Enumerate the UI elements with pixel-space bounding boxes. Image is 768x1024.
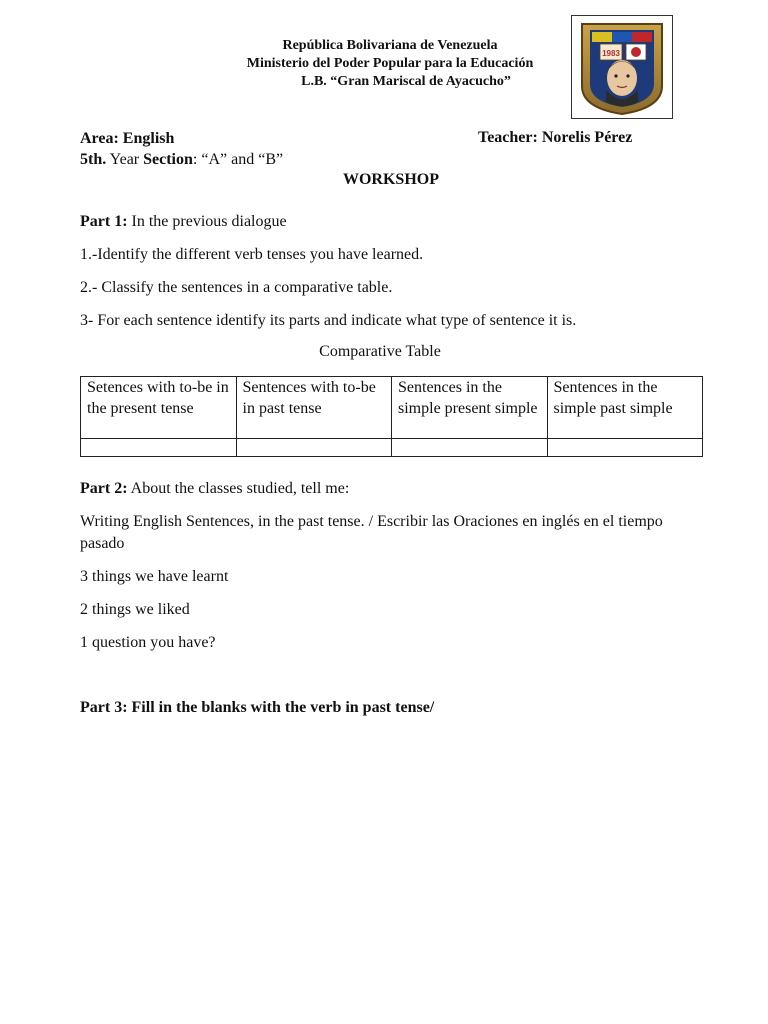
part1-item-3: 3- For each sentence identify its parts and indicate what type of sentence it is. [80,312,577,329]
header-line-3: L.B. “Gran Mariscal de Ayacucho” [301,74,511,89]
school-emblem-logo [571,15,673,119]
emblem-year: 1983 [602,49,620,58]
part1-heading [80,212,287,232]
area-label: Area: [80,130,119,147]
part2-item-1: 3 things we have learnt [80,568,229,585]
part1-label: Part 1: [80,213,128,230]
year-section-line [80,150,283,170]
table-header-cell: Sentences with to-be in past tense [236,377,392,439]
teacher-line [478,129,632,147]
part2-item-2: 2 things we liked [80,601,190,618]
year-number: 5th. [80,151,107,168]
part2-label: Part 2: [80,480,128,497]
table-empty-cell[interactable] [236,439,392,457]
header-line-2: Ministerio del Poder Popular para la Educación [246,56,534,71]
part1-item-1: 1.-Identify the different verb tenses you have learned. [80,246,424,263]
area-line [80,129,174,149]
section-label: Section [143,151,193,168]
area-value: English [122,130,175,147]
table-header-cell: Setences with to-be in the present tense [81,377,237,439]
year-word: Year [109,151,140,168]
section-value: : “A” and “B” [192,151,284,168]
table-header-cell: Sentences in the simple present simple [392,377,548,439]
part1-text: In the previous dialogue [131,213,287,230]
teacher-name: Norelis Pérez [541,129,633,146]
teacher-label: Teacher: [478,129,538,146]
part2-text: About the classes studied, tell me: [130,480,350,497]
comparative-table [80,376,703,457]
table-header-cell: Sentences in the simple past simple [547,377,703,439]
table-empty-row [81,439,703,457]
part2-item-3: 1 question you have? [80,634,216,651]
workshop-title: WORKSHOP [342,171,439,188]
table-title: Comparative Table [319,343,441,360]
table-empty-cell[interactable] [392,439,548,457]
emblem-graphic [572,16,672,118]
part1-item-2: 2.- Classify the sentences in a comparative table. [80,279,393,296]
part3-heading: Part 3: Fill in the blanks with the verb in past tense/ [80,699,435,716]
table-header-row [81,377,703,439]
table-empty-cell[interactable] [547,439,703,457]
part2-heading [80,479,349,499]
table-empty-cell[interactable] [81,439,237,457]
document-header [200,37,580,91]
part2-instruction: Writing English Sentences, in the past tense. / Escribir las Oraciones en inglés en el tiempo pasado [80,513,663,552]
header-line-1: República Bolivariana de Venezuela [282,38,498,53]
